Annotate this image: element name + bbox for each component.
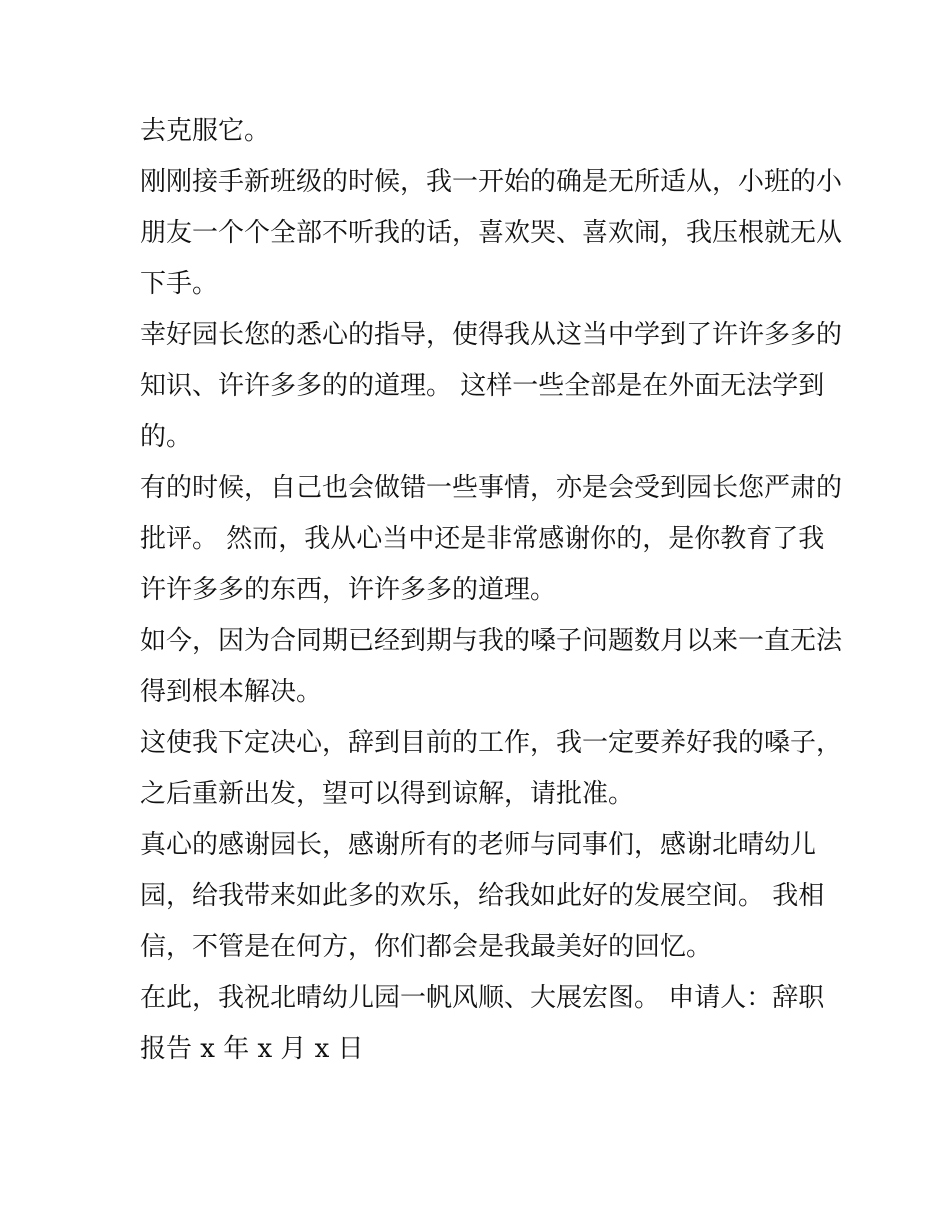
text-line: 幸好园长您的悉心的指导，使得我从这当中学到了许许多多的 [140,320,843,350]
text-line: 这使我下定决心，辞到目前的工作，我一定要养好我的嗓子， [140,728,843,758]
text-line: 园，给我带来如此多的欢乐，给我如此好的发展空间。 我相 [140,881,825,911]
text-line: 真心的感谢园长，感谢所有的老师与同事们，感谢北晴幼儿 [140,830,817,860]
text-line: 之后重新出发，望可以得到谅解，请批准。 [140,779,635,809]
text-line: 的。 [140,422,193,452]
text-line: 朋友一个个全部不听我的话，喜欢哭、喜欢闹，我压根就无从 [140,218,843,248]
text-line: 得到根本解决。 [140,677,323,707]
text-line: 下手。 [140,269,219,299]
text-line: 刚刚接手新班级的时候，我一开始的确是无所适从，小班的小 [140,167,843,197]
text-line: 许许多多的东西，许许多多的道理。 [140,575,557,605]
text-line: 信，不管是在何方，你们都会是我最美好的回忆。 [140,932,713,962]
text-line: 在此，我祝北晴幼儿园一帆风顺、大展宏图。 申请人：辞职 [140,983,825,1013]
text-line: 报告 x 年 x 月 x 日 [140,1034,364,1064]
text-line: 如今，因为合同期已经到期与我的嗓子问题数月以来一直无法 [140,626,843,656]
text-line: 有的时候，自己也会做错一些事情，亦是会受到园长您严肃的 [140,473,843,503]
text-line: 知识、许许多多的的道理。 这样一些全部是在外面无法学到 [140,371,825,401]
text-line: 去克服它。 [140,116,271,146]
text-line: 批评。 然而，我从心当中还是非常感谢你的，是你教育了我 [140,524,825,554]
resignation-letter-body [140,106,843,1075]
